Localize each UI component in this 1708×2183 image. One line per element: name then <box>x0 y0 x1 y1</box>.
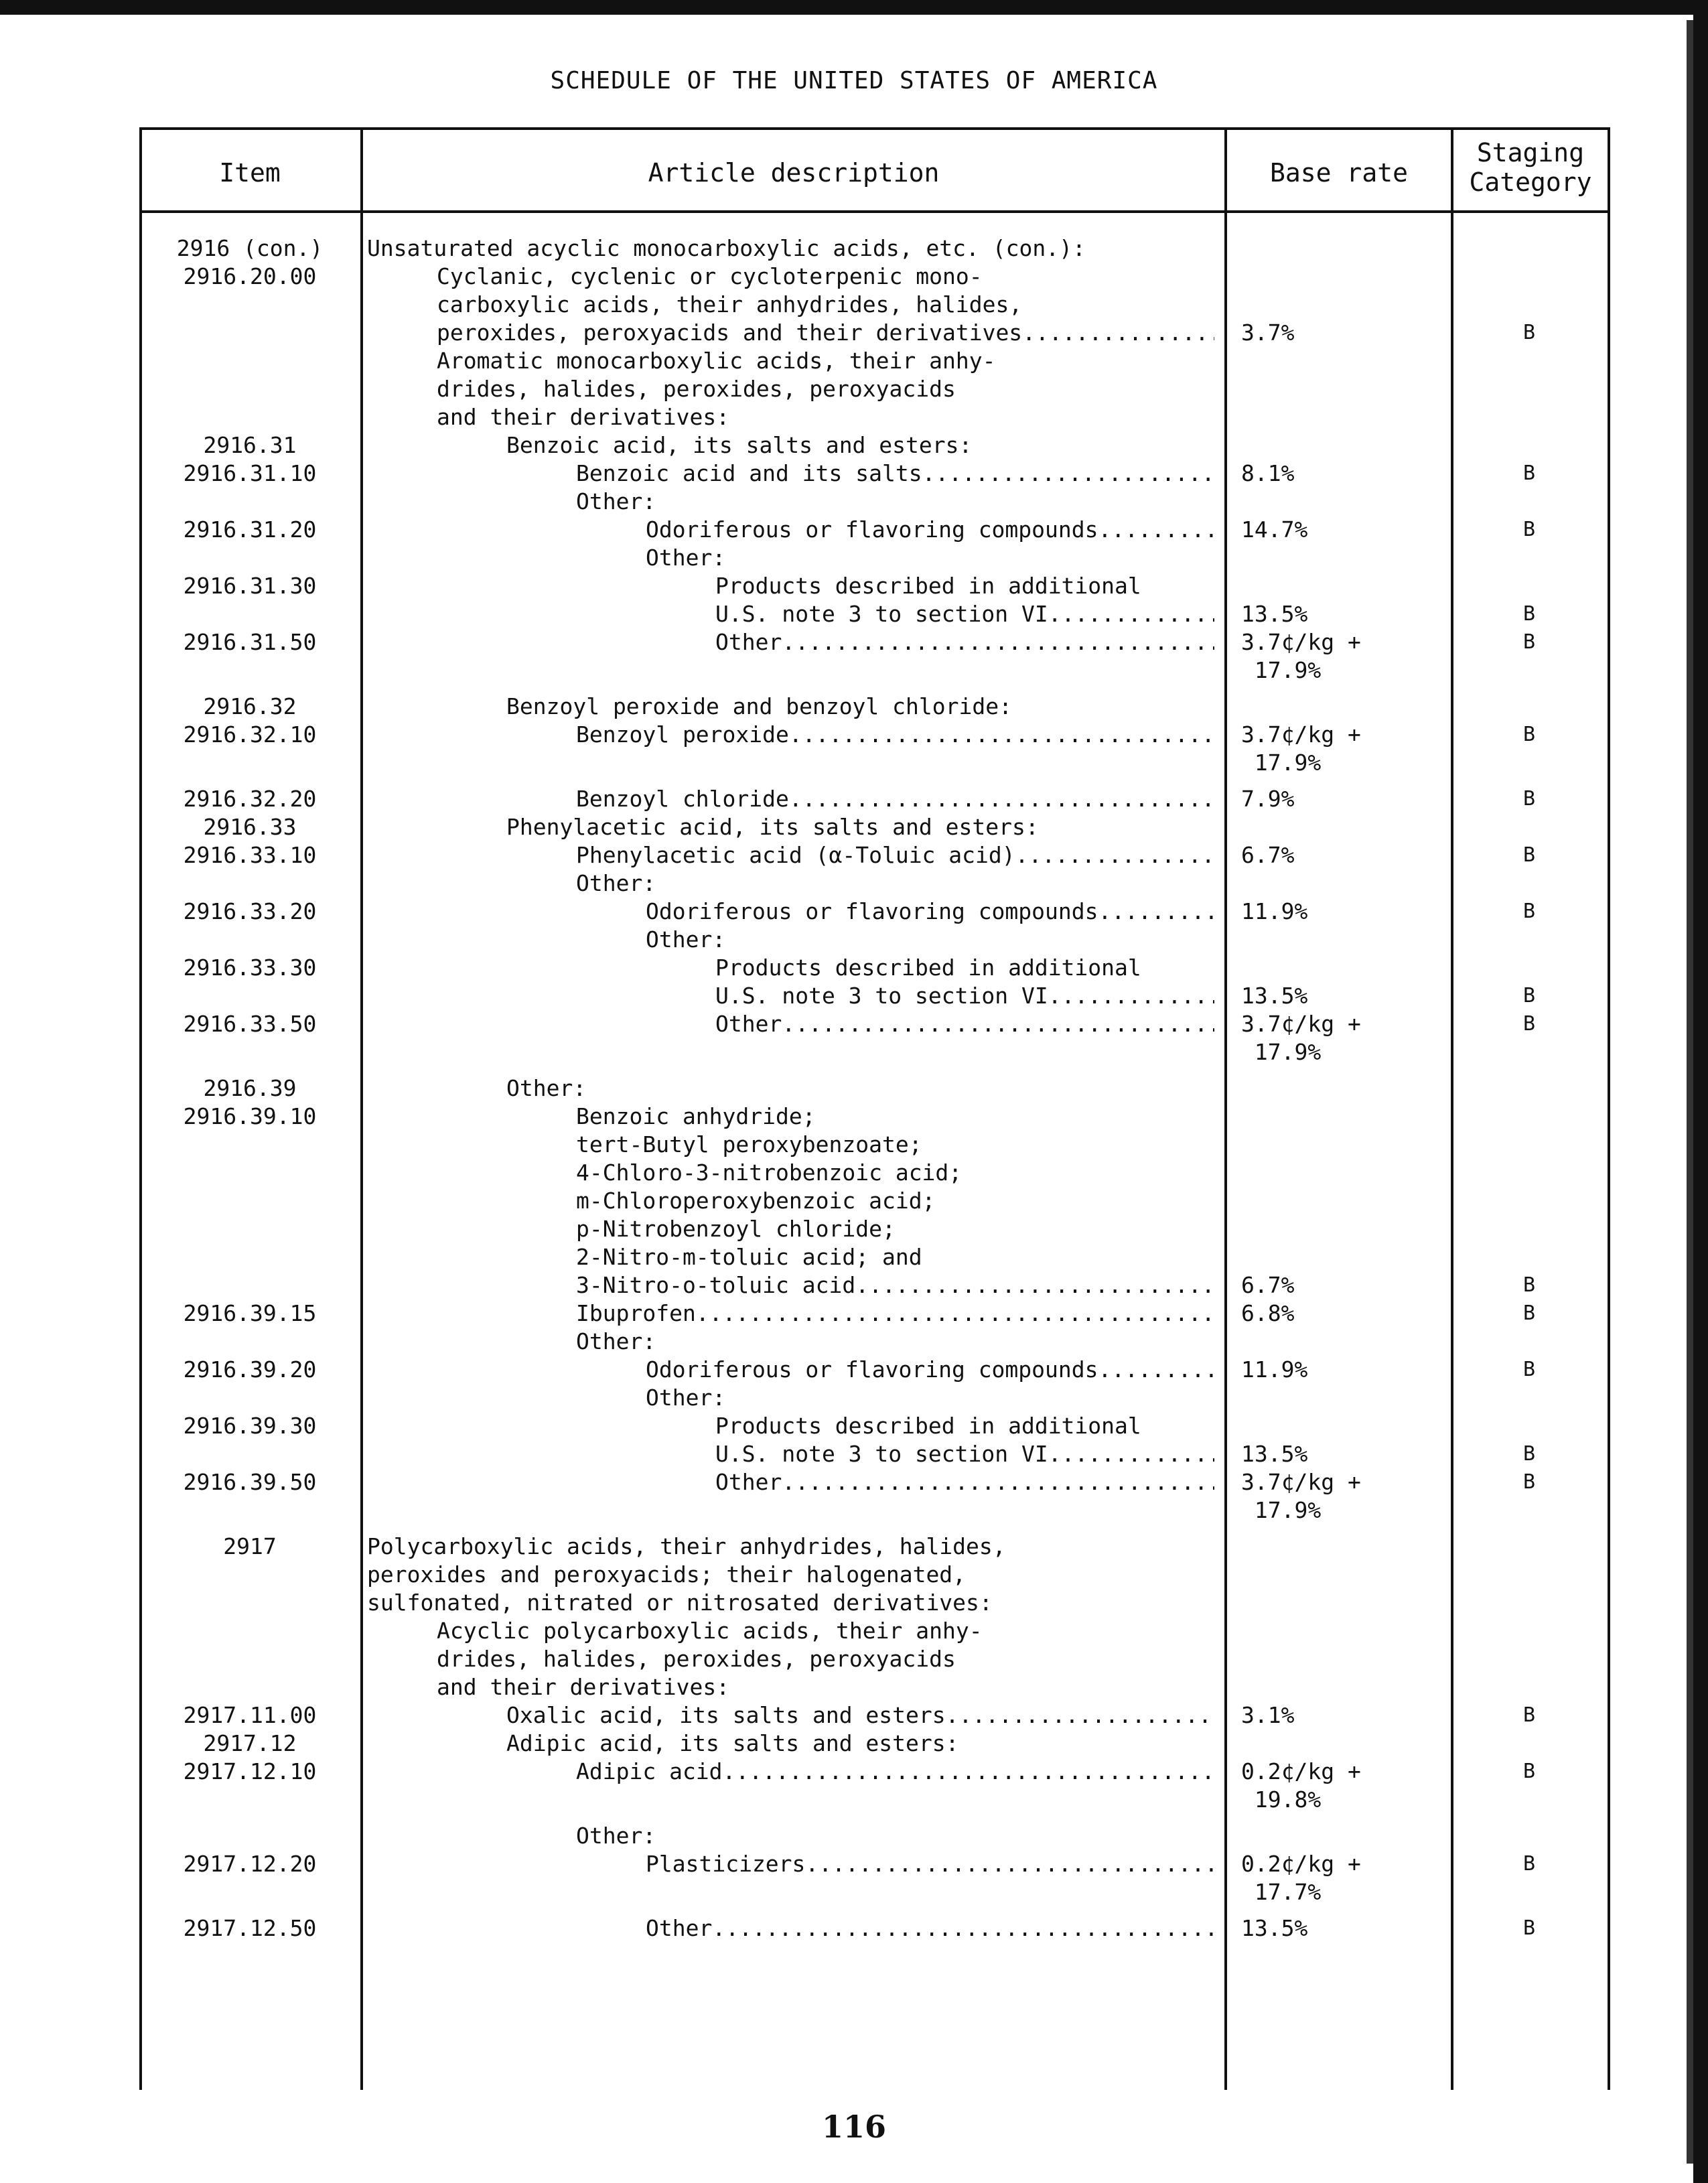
description-line: Other: <box>506 1075 587 1101</box>
leader-dots <box>1015 841 1214 869</box>
description-line: carboxylic acids, their anhydrides, halides, <box>437 291 1023 318</box>
description-line: and their derivatives: <box>437 1674 730 1700</box>
base-rate: 0.2¢/kg + 19.8% <box>1241 1758 1361 1813</box>
description-line: Aromatic monocarboxylic acids, their anhy- <box>437 348 996 374</box>
description-line: Cyclanic, cyclenic or cycloterpenic mono- <box>437 263 983 289</box>
base-rate: 6.8% <box>1241 1300 1295 1326</box>
header-staging-line1: Staging <box>1476 138 1585 167</box>
tariff-table <box>139 127 1610 2090</box>
article-description <box>367 572 1348 628</box>
article-description <box>367 1010 1348 1038</box>
col-rule-item <box>360 127 363 2090</box>
staging-category: B <box>1522 321 1536 344</box>
leader-dots <box>1022 319 1214 347</box>
base-rate: 14.7% <box>1241 516 1308 543</box>
base-rate: 13.5% <box>1241 983 1308 1009</box>
article-description <box>367 516 1348 572</box>
leader-dots <box>789 785 1214 813</box>
description-line: Phenylacetic acid, its salts and esters: <box>506 814 1039 840</box>
staging-category: B <box>1522 843 1536 867</box>
base-rate: 3.7¢/kg + 17.9% <box>1241 1469 1361 1523</box>
description-line: Other ..... <box>367 628 1214 656</box>
base-rate: 11.9% <box>1241 1356 1308 1383</box>
description-line: sulfonated, nitrated or nitrosated derivatives: <box>367 1590 993 1616</box>
leader-dots <box>1048 982 1214 1010</box>
description-line: Products described in additional <box>715 573 1141 599</box>
staging-category: B <box>1522 602 1536 626</box>
description-line: Adipic acid, its salts and esters: <box>506 1730 959 1756</box>
base-rate: 3.7% <box>1241 320 1295 346</box>
description-line: Oxalic acid, its salts and esters ..... <box>367 1701 1214 1730</box>
description-line: Other ..... <box>367 1914 1214 1943</box>
description-line: Polycarboxylic acids, their anhydrides, halides, <box>367 1533 1006 1559</box>
description-line: Other: <box>646 926 726 953</box>
article-description <box>367 628 1348 656</box>
base-rate: 3.7¢/kg + 17.9% <box>1241 629 1361 683</box>
article-description <box>367 1533 1348 1701</box>
staging-category: B <box>1522 723 1536 746</box>
base-rate: 13.5% <box>1241 1441 1308 1467</box>
description-line: Benzoic anhydride; <box>576 1103 816 1129</box>
item-number: 2916.33 2916.33.10 <box>183 814 317 868</box>
description-line: Benzoic acid and its salts ..... <box>367 460 1214 488</box>
description-line: Other: <box>576 1328 656 1354</box>
article-description <box>367 347 1348 431</box>
staging-category: B <box>1522 1470 1536 1494</box>
base-rate: 6.7% <box>1241 842 1295 868</box>
description-line: Other: <box>576 488 656 514</box>
description-line: p-Nitrobenzoyl chloride; <box>576 1216 896 1242</box>
leader-dots <box>782 628 1214 656</box>
description-line: 3-Nitro-o-toluic acid ..... <box>367 1271 1214 1299</box>
leader-dots <box>922 460 1214 488</box>
article-description <box>367 898 1348 954</box>
description-line: and their derivatives: <box>437 404 730 430</box>
description-line: U.S. note 3 to section VI ..... <box>367 1440 1214 1468</box>
leader-dots <box>1098 516 1214 544</box>
article-description <box>367 813 1348 898</box>
staging-category: B <box>1522 1442 1536 1466</box>
description-line: 2-Nitro-m-toluic acid; and <box>576 1244 922 1270</box>
description-line: Odoriferous or flavoring compounds ..... <box>367 516 1214 544</box>
description-line: Benzoyl peroxide and benzoyl chloride: <box>506 693 1012 719</box>
page-title: SCHEDULE OF THE UNITED STATES OF AMERICA <box>550 67 1158 94</box>
item-number: 2916.39.50 <box>183 1469 317 1495</box>
description-line: Products described in additional <box>715 1413 1141 1439</box>
description-line: U.S. note 3 to section VI ..... <box>367 982 1214 1010</box>
item-number: 2916.39.20 <box>183 1356 317 1383</box>
scan-border-top <box>0 0 1708 15</box>
description-line: Plasticizers ..... <box>367 1850 1214 1878</box>
base-rate: 3.7¢/kg + 17.9% <box>1241 721 1361 776</box>
article-description <box>367 1468 1348 1496</box>
base-rate: 13.5% <box>1241 1915 1308 1941</box>
leader-dots <box>855 1271 1214 1299</box>
header-staging-category <box>1453 127 1608 208</box>
article-description <box>367 1356 1348 1412</box>
description-line: Benzoyl peroxide ..... <box>367 721 1214 749</box>
base-rate: 0.2¢/kg + 17.7% <box>1241 1851 1361 1905</box>
item-number: 2917.12.20 <box>183 1851 317 1877</box>
item-number: 2916.39 2916.39.10 <box>183 1075 317 1129</box>
article-description <box>367 1412 1348 1468</box>
article-description <box>367 234 1348 347</box>
item-number: 2917.11.00 <box>183 1702 317 1728</box>
leader-dots <box>782 1010 1214 1038</box>
scan-border-right <box>1693 0 1708 2183</box>
leader-dots <box>946 1701 1214 1730</box>
staging-category: B <box>1522 900 1536 923</box>
description-line: Other: <box>646 1385 726 1411</box>
description-line: m-Chloroperoxybenzoic acid; <box>576 1188 936 1214</box>
item-number: 2917 <box>223 1533 277 1559</box>
description-line: Ibuprofen ..... <box>367 1299 1214 1328</box>
leader-dots <box>1098 898 1214 926</box>
article-description <box>367 1822 1348 1850</box>
description-line: Other ..... <box>367 1010 1214 1038</box>
leader-dots <box>1098 1356 1214 1384</box>
leader-dots <box>782 1468 1214 1496</box>
leader-dots <box>696 1299 1214 1328</box>
description-line: Products described in additional <box>715 955 1141 981</box>
base-rate: 8.1% <box>1241 460 1295 486</box>
description-line: Other: <box>576 1823 656 1849</box>
article-description <box>367 1299 1348 1356</box>
leader-dots <box>712 1914 1214 1943</box>
description-line: Adipic acid ..... <box>367 1758 1214 1786</box>
item-number: 2916.33.50 <box>183 1011 317 1037</box>
leader-dots <box>723 1758 1214 1786</box>
description-line: 4-Chloro-3-nitrobenzoic acid; <box>576 1159 963 1186</box>
item-number: 2916.31.20 <box>183 516 317 543</box>
staging-category: B <box>1522 1273 1536 1297</box>
item-number: 2917.12.50 <box>183 1915 317 1941</box>
description-line: Benzoyl chloride ..... <box>367 785 1214 813</box>
staging-category: B <box>1522 518 1536 541</box>
article-description <box>367 1730 1348 1786</box>
description-line: Acyclic polycarboxylic acids, their anhy- <box>437 1618 983 1644</box>
leader-dots <box>1048 1440 1214 1468</box>
article-description <box>367 1850 1348 1878</box>
article-description <box>367 1074 1348 1299</box>
col-rule-right <box>1608 127 1610 2090</box>
base-rate: 13.5% <box>1241 601 1308 627</box>
staging-category: B <box>1522 630 1536 654</box>
staging-category: B <box>1522 1301 1536 1325</box>
staging-category: B <box>1522 1703 1536 1727</box>
description-line: Odoriferous or flavoring compounds ..... <box>367 898 1214 926</box>
staging-category: B <box>1522 1760 1536 1783</box>
description-line: U.S. note 3 to section VI ..... <box>367 600 1214 628</box>
item-number: 2916.39.30 <box>183 1413 317 1439</box>
item-number: 2916.39.15 <box>183 1300 317 1326</box>
article-description <box>367 1914 1348 1943</box>
description-line: peroxides and peroxyacids; their halogenated, <box>367 1561 967 1588</box>
item-number: 2916.31.30 <box>183 573 317 599</box>
description-line: drides, halides, peroxides, peroxyacids <box>437 376 956 402</box>
header-item: Item <box>219 158 281 188</box>
scan-shadow-right <box>1687 20 1693 2164</box>
staging-category: B <box>1522 1012 1536 1036</box>
header-description: Article description <box>648 158 940 188</box>
item-number: 2916 (con.) 2916.20.00 <box>176 235 324 289</box>
description-line: Benzoic acid, its salts and esters: <box>506 432 973 458</box>
base-rate: 7.9% <box>1241 786 1295 812</box>
description-line: drides, halides, peroxides, peroxyacids <box>437 1646 956 1672</box>
description-line: peroxides, peroxyacids and their derivatives ..... <box>367 319 1214 347</box>
staging-category: B <box>1522 984 1536 1007</box>
description-line: Other: <box>646 545 726 571</box>
base-rate: 11.9% <box>1241 898 1308 924</box>
staging-category: B <box>1522 462 1536 485</box>
description-line: Unsaturated acyclic monocarboxylic acids, etc. (con.): <box>367 235 1086 261</box>
staging-category: B <box>1522 1852 1536 1876</box>
staging-category: B <box>1522 1358 1536 1381</box>
description-line: Odoriferous or flavoring compounds ..... <box>367 1356 1214 1384</box>
leader-dots <box>1048 600 1214 628</box>
article-description <box>367 1701 1348 1730</box>
staging-category: B <box>1522 1916 1536 1940</box>
article-description <box>367 785 1348 813</box>
description-line: Other ..... <box>367 1468 1214 1496</box>
leader-dots <box>789 721 1214 749</box>
article-description <box>367 693 1348 749</box>
description-line: Other: <box>576 870 656 896</box>
header-staging-line2: Category <box>1469 167 1592 197</box>
staging-category: B <box>1522 787 1536 811</box>
leader-dots <box>805 1850 1214 1878</box>
item-number: 2916.32 2916.32.10 <box>183 693 317 748</box>
base-rate: 3.1% <box>1241 1702 1295 1728</box>
item-number: 2916.32.20 <box>183 786 317 812</box>
base-rate: 3.7¢/kg + 17.9% <box>1241 1011 1361 1065</box>
item-number: 2916.31 2916.31.10 <box>183 432 317 486</box>
item-number: 2916.31.50 <box>183 629 317 655</box>
header-base-rate: Base rate <box>1270 158 1408 188</box>
base-rate: 6.7% <box>1241 1272 1295 1298</box>
col-rule-rate <box>1451 127 1453 2090</box>
item-number: 2916.33.30 <box>183 955 317 981</box>
article-description <box>367 954 1348 1010</box>
description-line: tert-Butyl peroxybenzoate; <box>576 1131 922 1157</box>
item-number: 2916.33.20 <box>183 898 317 924</box>
article-description <box>367 431 1348 516</box>
page-number: 116 <box>821 2109 887 2145</box>
description-line: Phenylacetic acid (α-Toluic acid) ..... <box>367 841 1214 869</box>
item-number: 2917.12 2917.12.10 <box>183 1730 317 1784</box>
